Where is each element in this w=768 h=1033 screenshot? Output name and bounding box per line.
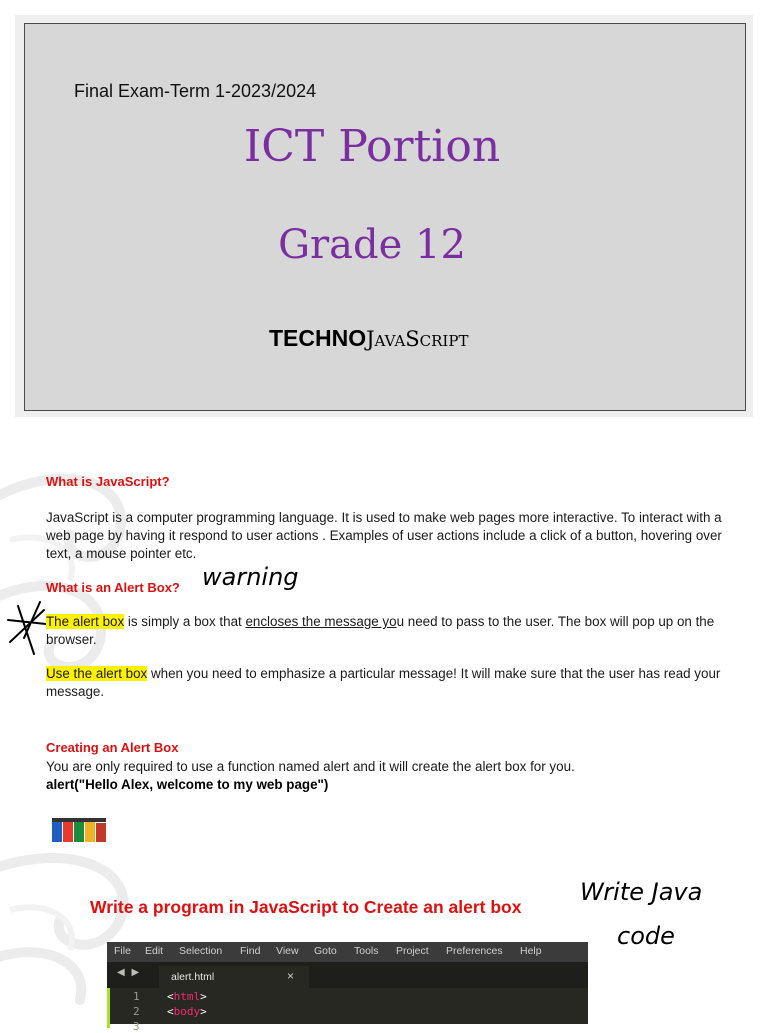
brand-logo-text [269, 325, 468, 352]
brand-rest: JavaScript [366, 327, 469, 351]
use-alert-box-highlight: Use the alert box [46, 666, 148, 681]
menu-selection[interactable]: Selection [179, 945, 223, 957]
menu-edit[interactable]: Edit [145, 945, 164, 957]
tab-alert-html[interactable] [159, 966, 309, 988]
line-gutter [107, 988, 147, 1033]
menu-tools[interactable]: Tools [354, 945, 379, 957]
use-alert-box-paragraph [46, 665, 746, 701]
tab-nav-arrows-icon[interactable]: ◀ ▶ [117, 967, 142, 978]
tab-label: alert.html [171, 971, 215, 983]
what-is-javascript-heading: What is JavaScript? [46, 474, 170, 489]
code-tag: html [173, 990, 201, 1003]
program-task-title: Write a program in JavaScript to Create an alert box [90, 897, 522, 917]
use-alert-box-text: when you need to emphasize a particular message! It will make sure that the user has read your message. [46, 666, 721, 699]
handwritten-note-write-java: Write Java [580, 878, 703, 906]
line-number: 1 [133, 990, 140, 1003]
code-line [167, 990, 207, 1003]
javascript-definition: JavaScript is a computer programming language. It is used to make web pages more interactive. To interact with a web page by having it respond to user actions . Examples of user actions include a click of a button, hovering over text, a mouse pointer etc. [46, 510, 722, 561]
code-tag: body [173, 1005, 201, 1018]
title-box [24, 23, 746, 411]
alert-box-text-end: u need to pass to the user. The box will pop up on the browser. [46, 614, 715, 647]
line-number: 2 [133, 1005, 140, 1018]
menu-find[interactable]: Find [240, 945, 261, 957]
code-line [167, 1005, 207, 1018]
code-bracket: < [167, 990, 174, 1003]
creating-alert-box-text: You are only required to use a function named alert and it will create the alert box for you. [46, 759, 575, 774]
grade-title: Grade 12 [278, 222, 466, 268]
what-is-alert-box-heading: What is an Alert Box? [46, 580, 180, 595]
alert-box-text-mid: is simply a box that [124, 614, 246, 629]
code-editor-screenshot [107, 942, 588, 1033]
alert-box-highlight: The alert box [46, 614, 125, 629]
handwritten-asterisk-mark [4, 598, 48, 658]
editor-tab-row [107, 962, 588, 988]
code-bracket: > [200, 1005, 207, 1018]
menu-file[interactable]: File [114, 945, 131, 957]
colorful-bins-icon [50, 812, 110, 844]
editor-menu-bar [107, 942, 588, 962]
code-bracket: < [167, 1005, 174, 1018]
exam-term-line: Final Exam-Term 1-2023/2024 [74, 81, 317, 101]
close-icon[interactable]: × [287, 969, 295, 983]
alert-code-example: alert("Hello Alex, welcome to my web page") [46, 777, 329, 792]
menu-help[interactable]: Help [520, 945, 542, 957]
code-bracket: > [200, 990, 207, 1003]
handwritten-note-code: code [617, 922, 675, 950]
menu-preferences[interactable]: Preferences [446, 945, 503, 957]
menu-goto[interactable]: Goto [314, 945, 337, 957]
line-number: 3 [133, 1020, 140, 1033]
subject-title: ICT Portion [243, 121, 501, 172]
brand-bold: TECHNO [269, 325, 367, 351]
alert-box-description [46, 613, 746, 649]
menu-project[interactable]: Project [396, 945, 429, 957]
creating-alert-box-heading: Creating an Alert Box [46, 740, 179, 755]
handwritten-note-warning: warning [202, 563, 299, 591]
alert-box-underlined: encloses the message yo [245, 614, 397, 629]
menu-view[interactable]: View [276, 945, 299, 957]
